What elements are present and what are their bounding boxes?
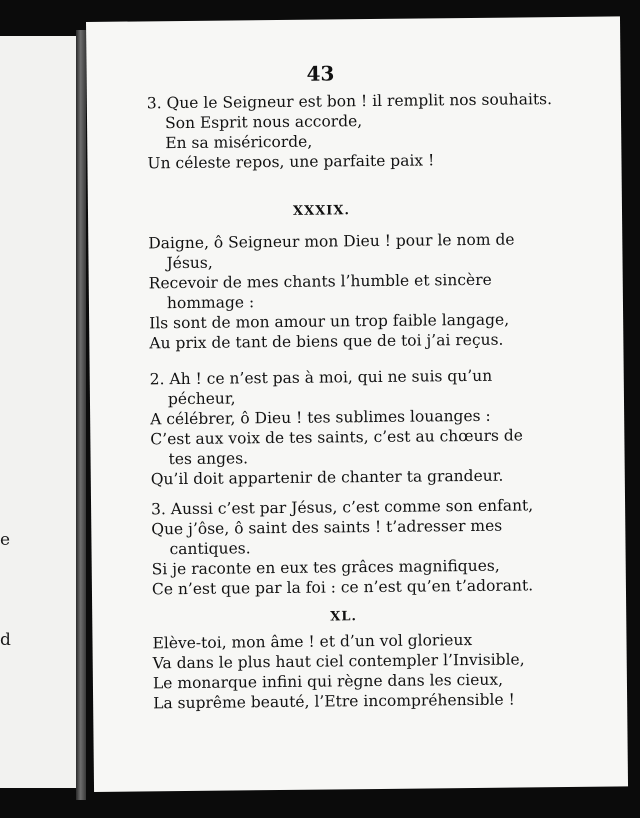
verse-line: Si je raconte en eux tes grâces magnifiques,: [151, 556, 500, 579]
verse-line: Daigne, ô Seigneur mon Dieu ! pour le nom de: [148, 230, 515, 253]
hymn-heading-xxxix: XXXIX.: [292, 203, 351, 219]
stanza-3-previous-hymn: [147, 89, 602, 174]
verse-line: Recevoir de mes chants l’humble et sincère: [148, 270, 492, 293]
verse-line: En sa miséricorde,: [165, 132, 313, 153]
verse-line: 3. Que le Seigneur est bon ! il remplit nos souhaits.: [146, 90, 553, 113]
verse-line: 2. Ah ! ce n’est pas à moi, qui ne suis qu’un: [149, 366, 493, 389]
page-number: 43: [306, 61, 335, 86]
book-gutter: [76, 30, 86, 800]
verse-line: La suprême beauté, l’Etre incompréhensible !: [153, 690, 515, 713]
verse-line: A célébrer, ô Dieu ! tes sublimes louanges :: [150, 406, 491, 429]
right-page: [86, 16, 628, 792]
verse-line: Que j’ôse, ô saint des saints ! t’adresser mes: [151, 516, 503, 539]
hymn-39-stanza-2: [150, 365, 605, 490]
verse-line: cantiques.: [169, 539, 251, 559]
verse-line: tes anges.: [168, 449, 249, 469]
verse-line: Ce n’est que par la foi : ce n’est qu’en t’adorant.: [151, 576, 534, 599]
verse-line: Au prix de tant de biens que de toi j’ai reçus.: [149, 330, 504, 353]
hymn-39-stanza-3: [151, 495, 606, 600]
verse-line: Jésus,: [166, 253, 213, 273]
verse-line: hommage :: [166, 293, 255, 313]
verse-line: Un céleste repos, une parfaite paix !: [147, 151, 435, 173]
left-page-edge: [0, 36, 76, 788]
verse-line: Va dans le plus haut ciel contempler l’Invisible,: [152, 650, 525, 673]
verse-line: Son Esprit nous accorde,: [164, 112, 363, 133]
verse-line: Elève-toi, mon âme ! et d’un vol glorieux: [152, 630, 473, 653]
verse-line: C’est aux voix de tes saints, c’est au chœurs de: [150, 426, 524, 449]
left-page-fragment: d: [0, 630, 11, 650]
verse-line: 3. Aussi c’est par Jésus, c’est comme son enfant,: [151, 496, 534, 519]
left-page-fragment: e: [0, 530, 11, 550]
hymn-heading-xl: XL.: [330, 609, 358, 625]
hymn-40-stanza-1: [152, 629, 607, 714]
verse-line: pécheur,: [167, 389, 236, 409]
verse-line: Le monarque infini qui règne dans les cieux,: [152, 670, 504, 693]
verse-line: Ils sont de mon amour un trop faible langage,: [149, 310, 510, 333]
verse-line: Qu’il doit appartenir de chanter ta grandeur.: [150, 466, 504, 489]
hymn-39-stanza-1: [148, 229, 603, 354]
